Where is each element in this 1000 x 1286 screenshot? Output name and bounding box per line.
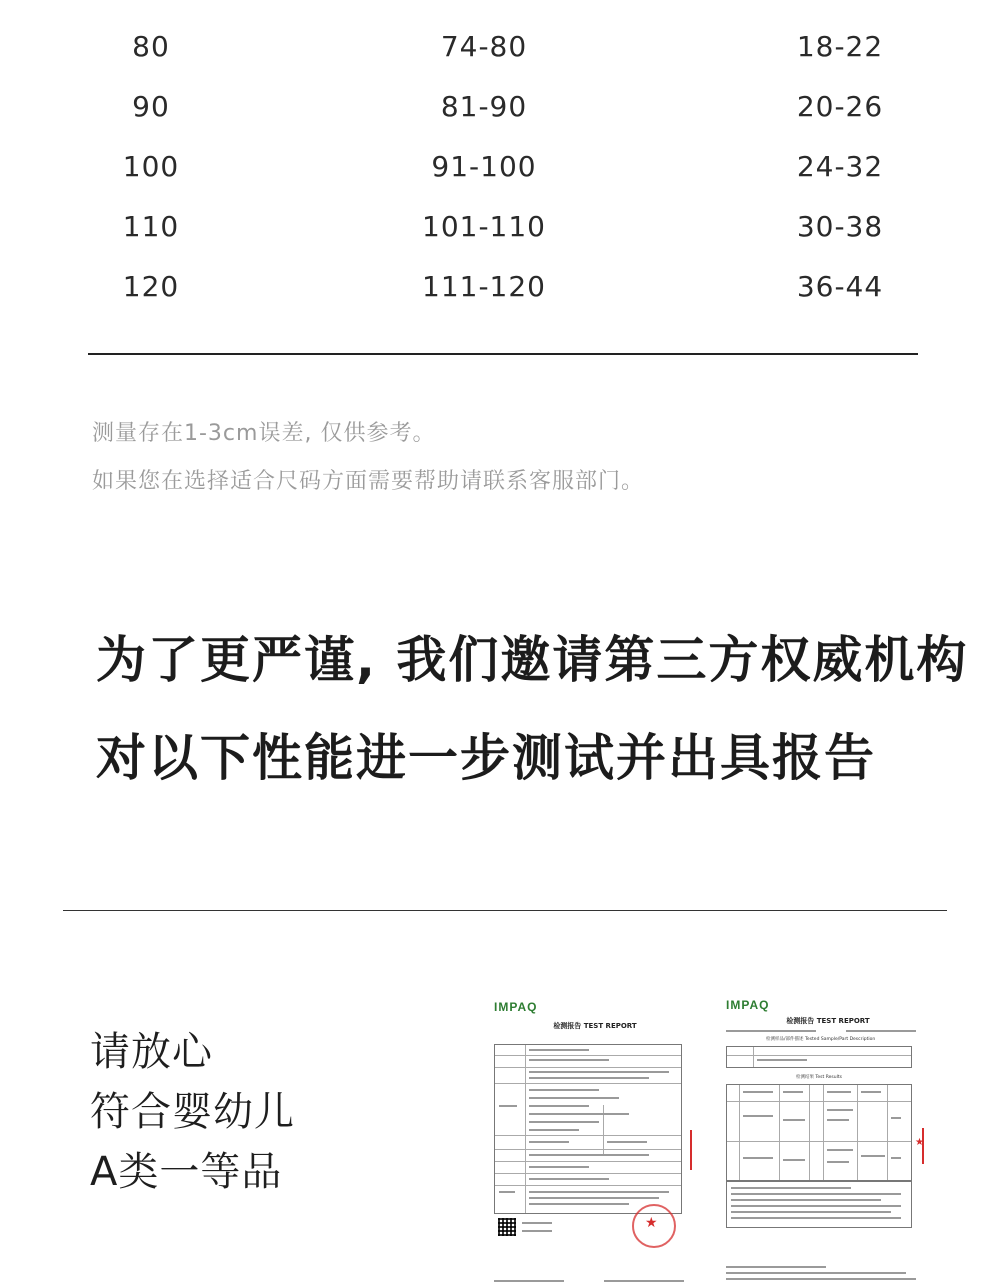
age-cell: 24-32 — [796, 150, 884, 183]
red-seal-edge — [690, 1130, 692, 1170]
height-cell: 74-80 — [440, 30, 528, 63]
table-row — [0, 150, 1000, 190]
height-cell: 81-90 — [440, 90, 528, 123]
impaq-logo: IMPAQ — [726, 998, 770, 1012]
section-divider — [63, 910, 947, 911]
age-cell: 36-44 — [796, 270, 884, 303]
height-cell: 101-110 — [422, 210, 546, 243]
height-cell: 111-120 — [422, 270, 546, 303]
table-row — [0, 210, 1000, 250]
impaq-logo: IMPAQ — [494, 1000, 538, 1014]
test-report-page-2 — [726, 998, 930, 1286]
table-row — [0, 90, 1000, 130]
age-cell: 30-38 — [796, 210, 884, 243]
remarks-table — [726, 1180, 912, 1228]
size-cell: 120 — [122, 270, 180, 303]
report-info-table — [494, 1044, 682, 1214]
sample-table — [726, 1046, 912, 1068]
headline-line-1: 为了更严谨, 我们邀请第三方权威机构 — [96, 631, 969, 689]
results-heading: 检测结果 Test Results — [796, 1075, 842, 1080]
test-report-page-1 — [494, 1000, 696, 1286]
size-cell: 80 — [132, 30, 170, 63]
table-row — [0, 30, 1000, 70]
results-table — [726, 1084, 912, 1182]
table-divider — [88, 353, 918, 355]
size-cell: 100 — [122, 150, 180, 183]
table-row — [0, 270, 1000, 310]
assurance-line-3: A类一等品 — [90, 1149, 283, 1195]
measurement-note: 测量存在1-3cm误差, 仅供参考。 — [92, 421, 436, 446]
help-note: 如果您在选择适合尺码方面需要帮助请联系客服部门。 — [92, 469, 645, 494]
size-cell: 110 — [122, 210, 180, 243]
age-cell: 18-22 — [796, 30, 884, 63]
qr-code-icon — [498, 1218, 516, 1236]
stamp-star-icon: ★ — [915, 1137, 924, 1148]
sample-heading: 检测样品/部件描述 Tested Sample/Part Description — [766, 1037, 876, 1042]
age-cell: 20-26 — [796, 90, 884, 123]
report-title: 检测报告 TEST REPORT — [786, 1017, 870, 1025]
height-cell: 91-100 — [431, 150, 537, 183]
report-title: 检测报告 TEST REPORT — [553, 1022, 637, 1030]
headline-line-2: 对以下性能进一步测试并出具报告 — [96, 729, 876, 787]
assurance-line-1: 请放心 — [90, 1029, 213, 1075]
size-cell: 90 — [132, 90, 170, 123]
stamp-star-icon: ★ — [645, 1215, 658, 1231]
assurance-line-2: 符合婴幼儿 — [90, 1089, 295, 1135]
